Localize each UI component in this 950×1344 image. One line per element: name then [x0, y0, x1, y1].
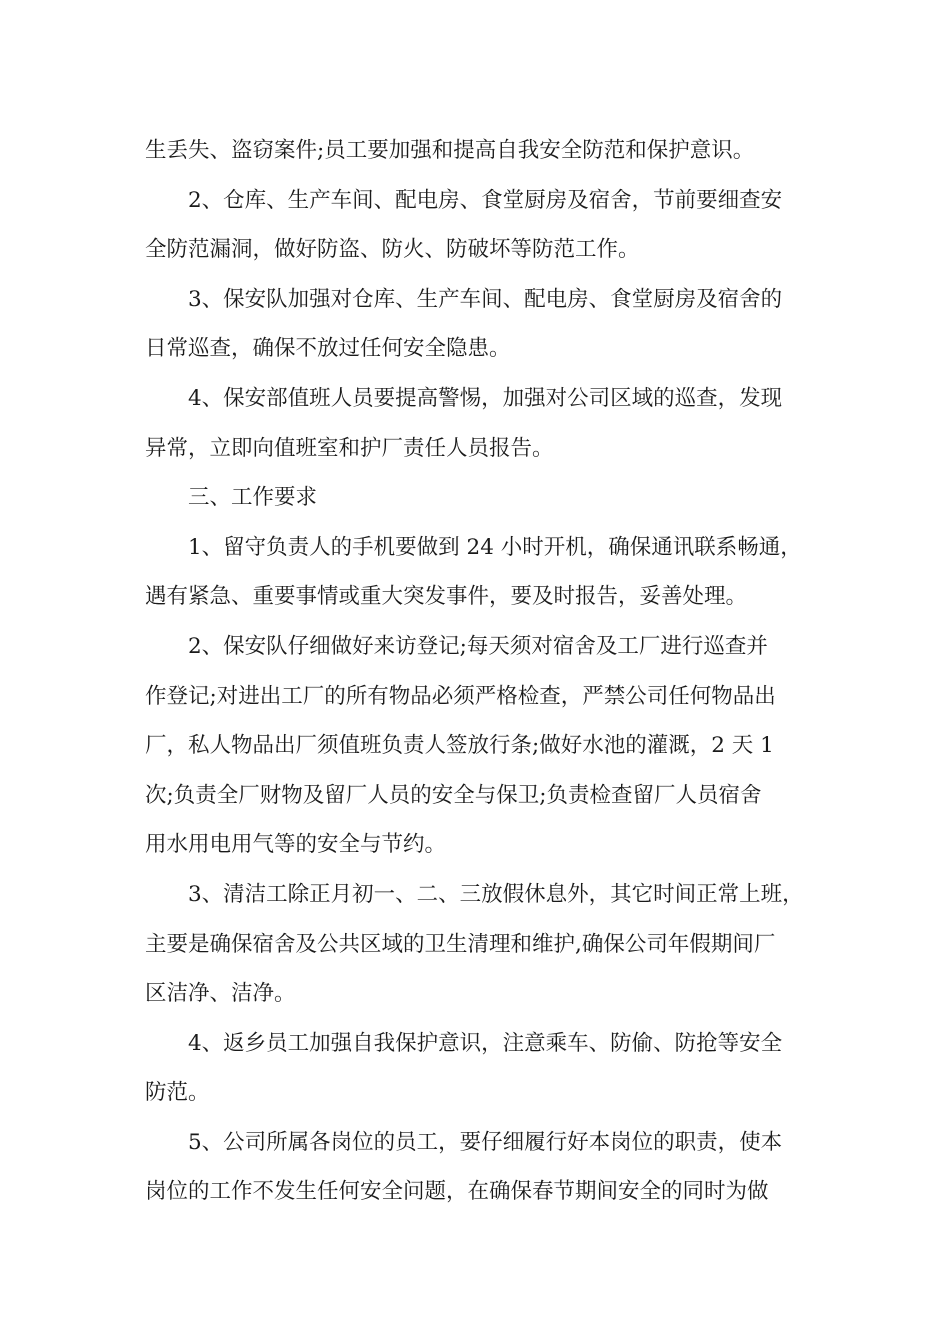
paragraph-requirement-4 [145, 1019, 810, 1118]
text-line: 生丢失、盗窃案件;员工要加强和提高自我安全防范和保护意识。 [145, 138, 755, 163]
text-line: 异常，立即向值班室和护厂责任人员报告。 [145, 435, 554, 461]
text-line: 岗位的工作不发生任何安全问题，在确保春节期间安全的同时为做 [145, 1179, 769, 1205]
text-line: 4、保安部值班人员要提高警惕，加强对公司区域的巡查，发现 [188, 385, 783, 411]
text-line: 3、清洁工除正月初一、二、三放假休息外，其它时间正常上班， [188, 881, 804, 907]
text-line: 3、保安队加强对仓库、生产车间、配电房、食堂厨房及宿舍的 [188, 286, 783, 312]
paragraph-requirement-2 [145, 622, 810, 870]
text-line: 1、留守负责人的手机要做到 24 小时开机，确保通讯联系畅通， [188, 534, 802, 560]
text-line: 用水用电用气等的安全与节约。 [145, 832, 447, 858]
paragraph-item-4 [145, 374, 810, 473]
paragraph-requirement-1 [145, 523, 810, 622]
text-line: 4、返乡员工加强自我保护意识，注意乘车、防偷、防抢等安全 [188, 1030, 783, 1056]
text-line: 5、公司所属各岗位的员工，要仔细履行好本岗位的职责，使本 [188, 1129, 783, 1155]
document-body [145, 126, 810, 1217]
paragraph-continuation [145, 126, 810, 176]
paragraph-item-2 [145, 176, 810, 275]
text-line: 主要是确保宿舍及公共区域的卫生清理和维护,确保公司年假期间厂 [145, 931, 776, 957]
text-line: 2、仓库、生产车间、配电房、食堂厨房及宿舍，节前要细查安 [188, 187, 783, 213]
section-heading [145, 473, 810, 523]
text-line: 日常巡查，确保不放过任何安全隐患。 [145, 336, 511, 362]
paragraph-item-3 [145, 275, 810, 374]
section-title: 三、工作要求 [188, 485, 318, 511]
text-line: 2、保安队仔细做好来访登记;每天须对宿舍及工厂进行巡查并 [188, 633, 768, 659]
text-line: 防范。 [145, 1080, 210, 1106]
text-line: 作登记;对进出工厂的所有物品必须严格检查，严禁公司任何物品出 [145, 683, 776, 709]
text-line: 区洁净、洁净。 [145, 981, 296, 1007]
paragraph-requirement-5 [145, 1118, 810, 1217]
text-line: 全防范漏洞，做好防盗、防火、防破坏等防范工作。 [145, 237, 640, 263]
text-line: 次;负责全厂财物及留厂人员的安全与保卫;负责检查留厂人员宿舍 [145, 782, 762, 808]
text-line: 遇有紧急、重要事情或重大突发事件，要及时报告，妥善处理。 [145, 584, 748, 610]
paragraph-requirement-3 [145, 870, 810, 1019]
text-line: 厂，私人物品出厂须值班负责人签放行条;做好水池的灌溉，2 天 1 [145, 733, 774, 759]
